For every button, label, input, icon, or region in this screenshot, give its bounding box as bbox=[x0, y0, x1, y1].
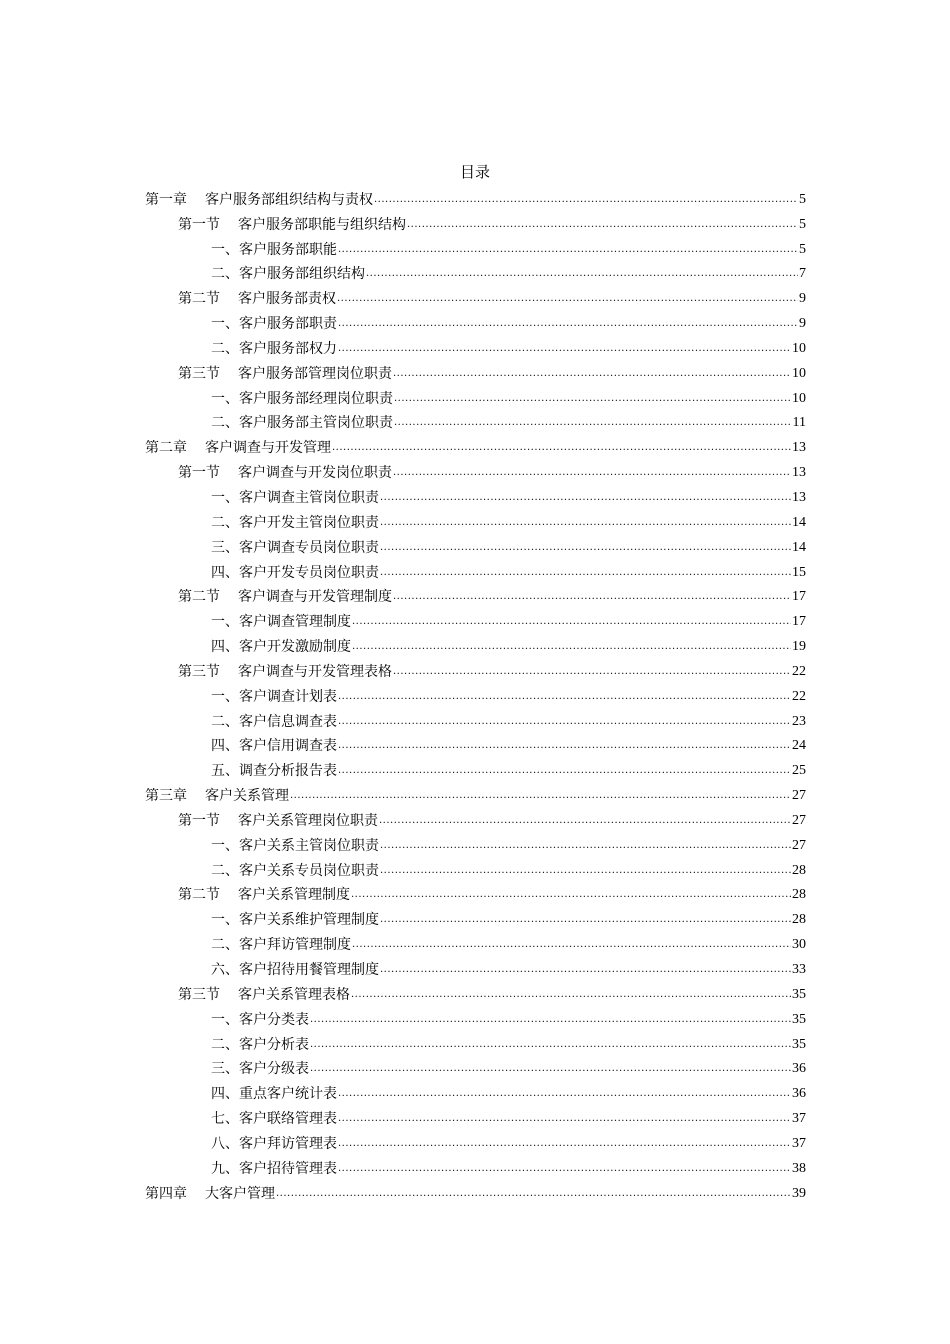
toc-page-number: 37 bbox=[792, 1135, 806, 1151]
toc-entry-number: 三、 bbox=[211, 1061, 239, 1078]
toc-entry-text: 客户拜访管理制度 bbox=[239, 937, 351, 954]
toc-entry-number: 第一节 bbox=[178, 465, 220, 482]
toc-entry[interactable] bbox=[145, 259, 806, 284]
toc-entry-text: 客户服务部职能与组织结构 bbox=[238, 216, 406, 233]
toc-entry[interactable] bbox=[145, 706, 806, 731]
toc-entry-number: 二、 bbox=[211, 514, 239, 531]
toc-entry-label bbox=[211, 414, 393, 432]
toc-entry-label bbox=[145, 787, 289, 805]
toc-entry-label bbox=[178, 290, 336, 308]
toc-entry-label bbox=[211, 241, 337, 259]
toc-dot-leader bbox=[380, 964, 791, 976]
toc-entry-number: 第一章 bbox=[145, 191, 187, 208]
toc-entry-number: 四、 bbox=[211, 738, 239, 755]
toc-entry[interactable] bbox=[145, 532, 806, 557]
toc-page-number: 17 bbox=[792, 589, 806, 605]
toc-entry-text: 客户服务部主管岗位职责 bbox=[239, 415, 393, 432]
toc-dot-leader bbox=[393, 591, 791, 603]
toc-page-number: 30 bbox=[792, 937, 806, 953]
toc-entry-label bbox=[178, 588, 392, 606]
toc-entry[interactable] bbox=[145, 731, 806, 756]
toc-entry[interactable] bbox=[145, 1103, 806, 1128]
toc-entry-label bbox=[211, 713, 337, 731]
toc-page-number: 23 bbox=[792, 713, 806, 729]
toc-dot-leader bbox=[276, 1188, 791, 1200]
toc-entry-label bbox=[211, 911, 379, 929]
toc-page-number: 5 bbox=[799, 191, 806, 207]
table-of-contents bbox=[145, 184, 806, 1203]
toc-entry[interactable] bbox=[145, 432, 806, 457]
toc-entry-label bbox=[178, 886, 350, 904]
toc-entry-text: 客户分级表 bbox=[239, 1061, 309, 1078]
toc-entry-text: 客户调查与开发岗位职责 bbox=[238, 465, 392, 482]
toc-entry-label bbox=[211, 514, 379, 532]
toc-entry-text: 客户服务部管理岗位职责 bbox=[238, 365, 392, 382]
toc-page-number: 37 bbox=[792, 1111, 806, 1127]
toc-dot-leader bbox=[380, 492, 791, 504]
toc-entry-label bbox=[211, 837, 379, 855]
toc-entry-text: 客户关系管理表格 bbox=[238, 986, 350, 1003]
toc-entry-number: 九、 bbox=[211, 1160, 239, 1177]
toc-page-number: 35 bbox=[792, 986, 806, 1002]
toc-entry-label bbox=[211, 936, 351, 954]
toc-entry[interactable] bbox=[145, 507, 806, 532]
toc-entry-label bbox=[211, 315, 337, 333]
toc-entry[interactable] bbox=[145, 954, 806, 979]
toc-entry-number: 一、 bbox=[211, 912, 239, 929]
toc-dot-leader bbox=[310, 1039, 791, 1051]
toc-entry-number: 八、 bbox=[211, 1135, 239, 1152]
toc-entry[interactable] bbox=[145, 1078, 806, 1103]
toc-page-number: 13 bbox=[792, 489, 806, 505]
toc-entry-label bbox=[211, 737, 337, 755]
toc-entry-label bbox=[178, 663, 392, 681]
toc-entry[interactable] bbox=[145, 557, 806, 582]
toc-dot-leader bbox=[338, 1138, 791, 1150]
toc-dot-leader bbox=[351, 989, 791, 1001]
toc-entry[interactable] bbox=[145, 1153, 806, 1178]
toc-entry-label bbox=[145, 1185, 275, 1203]
toc-entry-number: 一、 bbox=[211, 837, 239, 854]
toc-entry[interactable] bbox=[145, 880, 806, 905]
toc-entry-label bbox=[178, 464, 392, 482]
toc-entry-number: 五、 bbox=[211, 763, 239, 780]
toc-entry-label bbox=[211, 613, 351, 631]
toc-entry[interactable] bbox=[145, 606, 806, 631]
toc-entry[interactable] bbox=[145, 855, 806, 880]
toc-entry[interactable] bbox=[145, 1178, 806, 1203]
toc-entry-number: 第一节 bbox=[178, 216, 220, 233]
toc-entry-number: 三、 bbox=[211, 539, 239, 556]
toc-page-number: 38 bbox=[792, 1160, 806, 1176]
toc-page-number: 22 bbox=[792, 663, 806, 679]
toc-dot-leader bbox=[393, 666, 791, 678]
toc-page-number: 33 bbox=[792, 962, 806, 977]
toc-page-number: 11 bbox=[792, 415, 806, 431]
toc-page-number: 27 bbox=[792, 788, 806, 804]
toc-entry[interactable] bbox=[145, 681, 806, 706]
toc-entry-number: 二、 bbox=[211, 1036, 239, 1053]
toc-entry[interactable] bbox=[145, 184, 806, 209]
toc-page-number: 9 bbox=[799, 316, 806, 332]
toc-entry[interactable] bbox=[145, 457, 806, 482]
toc-entry-label bbox=[211, 688, 337, 706]
toc-page-number: 19 bbox=[792, 639, 806, 655]
toc-entry-text: 客户关系管理制度 bbox=[238, 887, 350, 904]
toc-entry-number: 第二节 bbox=[178, 589, 220, 606]
toc-dot-leader bbox=[374, 194, 798, 206]
toc-page-number: 28 bbox=[792, 887, 806, 903]
toc-entry-label bbox=[211, 1110, 337, 1128]
toc-page-number: 24 bbox=[792, 738, 806, 754]
toc-entry-text: 客户调查与开发管理表格 bbox=[238, 663, 392, 680]
toc-page-number: 36 bbox=[792, 1086, 806, 1102]
toc-entry-label bbox=[211, 1036, 309, 1054]
toc-entry[interactable] bbox=[145, 780, 806, 805]
toc-entry-label bbox=[211, 762, 337, 780]
toc-entry-number: 二、 bbox=[211, 862, 239, 879]
toc-dot-leader bbox=[338, 318, 798, 330]
toc-page-number: 39 bbox=[792, 1185, 806, 1201]
toc-entry-text: 客户分类表 bbox=[239, 1011, 309, 1028]
toc-entry-label bbox=[211, 564, 379, 582]
toc-entry[interactable] bbox=[145, 383, 806, 408]
toc-entry[interactable] bbox=[145, 904, 806, 929]
toc-entry-number: 二、 bbox=[211, 937, 239, 954]
toc-entry[interactable] bbox=[145, 805, 806, 830]
toc-entry-number: 四、 bbox=[211, 564, 239, 581]
toc-page-number: 35 bbox=[792, 1011, 806, 1027]
toc-entry-number: 二、 bbox=[211, 415, 239, 432]
toc-entry-text: 客户调查与开发管理制度 bbox=[238, 589, 392, 606]
toc-entry[interactable] bbox=[145, 979, 806, 1004]
toc-dot-leader bbox=[380, 517, 791, 529]
toc-entry-number: 一、 bbox=[211, 489, 239, 506]
toc-dot-leader bbox=[380, 840, 791, 852]
toc-entry-label bbox=[211, 862, 379, 880]
toc-entry-text: 客户调查专员岗位职责 bbox=[239, 539, 379, 556]
toc-page-number: 28 bbox=[792, 862, 806, 878]
toc-entry-number: 一、 bbox=[211, 390, 239, 407]
toc-entry-number: 四、 bbox=[211, 639, 239, 656]
toc-entry-label bbox=[145, 439, 331, 457]
toc-entry[interactable] bbox=[145, 1004, 806, 1029]
toc-entry-text: 重点客户统计表 bbox=[239, 1086, 337, 1103]
toc-entry[interactable] bbox=[145, 631, 806, 656]
toc-entry-text: 客户关系管理 bbox=[205, 788, 289, 805]
toc-dot-leader bbox=[338, 343, 791, 355]
toc-page-number: 5 bbox=[799, 216, 806, 232]
toc-entry-label bbox=[211, 1135, 337, 1153]
toc-entry[interactable] bbox=[145, 1128, 806, 1153]
toc-entry[interactable] bbox=[145, 830, 806, 855]
toc-entry-text: 客户分析表 bbox=[239, 1036, 309, 1053]
toc-entry-text: 客户联络管理表 bbox=[239, 1111, 337, 1128]
toc-page-number: 10 bbox=[792, 365, 806, 381]
toc-entry-number: 一、 bbox=[211, 1011, 239, 1028]
toc-dot-leader bbox=[352, 616, 791, 628]
toc-entry-text: 客户服务部职责 bbox=[239, 316, 337, 333]
toc-page-number: 17 bbox=[792, 614, 806, 630]
toc-entry[interactable] bbox=[145, 308, 806, 333]
toc-entry[interactable] bbox=[145, 209, 806, 234]
toc-entry-text: 客户招待用餐管理制度 bbox=[239, 962, 379, 978]
toc-entry-label bbox=[211, 1060, 309, 1078]
toc-entry-number: 第二章 bbox=[145, 440, 187, 457]
toc-entry-text: 客户服务部权力 bbox=[239, 340, 337, 357]
toc-entry-number: 一、 bbox=[211, 241, 239, 258]
toc-dot-leader bbox=[310, 1063, 791, 1075]
toc-entry-text: 客户调查主管岗位职责 bbox=[239, 489, 379, 506]
toc-entry-label bbox=[178, 216, 406, 234]
toc-page-number: 36 bbox=[792, 1061, 806, 1077]
toc-entry[interactable] bbox=[145, 234, 806, 259]
toc-entry-label bbox=[211, 1085, 337, 1103]
toc-entry-number: 一、 bbox=[211, 614, 239, 631]
toc-entry-text: 客户信用调查表 bbox=[239, 738, 337, 755]
toc-dot-leader bbox=[380, 542, 791, 554]
toc-entry-text: 客户服务部职能 bbox=[239, 241, 337, 258]
toc-dot-leader bbox=[366, 268, 798, 280]
toc-dot-leader bbox=[352, 641, 791, 653]
toc-entry-number: 第一节 bbox=[178, 812, 220, 829]
toc-entry-number: 第三节 bbox=[178, 663, 220, 680]
toc-entry-number: 二、 bbox=[211, 713, 239, 730]
toc-dot-leader bbox=[352, 939, 791, 951]
toc-entry[interactable] bbox=[145, 333, 806, 358]
toc-entry[interactable] bbox=[145, 358, 806, 383]
toc-page-number: 15 bbox=[792, 564, 806, 580]
toc-entry[interactable] bbox=[145, 283, 806, 308]
toc-dot-leader bbox=[338, 765, 791, 777]
toc-page-number: 7 bbox=[799, 266, 806, 282]
toc-dot-leader bbox=[310, 1014, 791, 1026]
toc-dot-leader bbox=[338, 1113, 791, 1125]
toc-entry-number: 四、 bbox=[211, 1086, 239, 1103]
toc-page-number: 14 bbox=[792, 539, 806, 555]
toc-dot-leader bbox=[337, 293, 798, 305]
toc-dot-leader bbox=[338, 1088, 791, 1100]
toc-page-number: 28 bbox=[792, 912, 806, 928]
toc-entry-number: 六、 bbox=[211, 962, 239, 978]
toc-dot-leader bbox=[379, 815, 791, 827]
toc-entry-text: 客户服务部组织结构与责权 bbox=[205, 191, 373, 208]
toc-entry-text: 客户调查计划表 bbox=[239, 688, 337, 705]
toc-page-number: 14 bbox=[792, 514, 806, 530]
toc-title: 目录 bbox=[459, 163, 490, 181]
toc-entry-text: 客户调查与开发管理 bbox=[205, 440, 331, 457]
toc-entry-text: 客户关系专员岗位职责 bbox=[239, 862, 379, 879]
toc-entry-text: 客户服务部经理岗位职责 bbox=[239, 390, 393, 407]
toc-entry[interactable] bbox=[145, 582, 806, 607]
toc-entry-text: 客户服务部组织结构 bbox=[239, 266, 365, 283]
toc-dot-leader bbox=[290, 790, 791, 802]
toc-entry-number: 第三章 bbox=[145, 788, 187, 805]
toc-dot-leader bbox=[338, 716, 791, 728]
toc-entry-number: 七、 bbox=[211, 1111, 239, 1128]
toc-page-number: 27 bbox=[792, 837, 806, 853]
toc-entry-label bbox=[211, 638, 351, 656]
toc-entry-number: 第三节 bbox=[178, 986, 220, 1003]
toc-entry[interactable] bbox=[145, 482, 806, 507]
toc-page-number: 5 bbox=[799, 241, 806, 257]
toc-entry-label bbox=[211, 961, 379, 979]
toc-entry[interactable] bbox=[145, 656, 806, 681]
toc-dot-leader bbox=[380, 567, 791, 579]
toc-entry-number: 二、 bbox=[211, 340, 239, 357]
toc-entry-text: 客户关系管理岗位职责 bbox=[238, 812, 378, 829]
toc-entry[interactable] bbox=[145, 1054, 806, 1079]
toc-page-number: 10 bbox=[792, 340, 806, 356]
toc-page-number: 9 bbox=[799, 291, 806, 307]
toc-entry-number: 第三节 bbox=[178, 365, 220, 382]
toc-entry-label bbox=[178, 986, 350, 1004]
toc-entry[interactable] bbox=[145, 408, 806, 433]
toc-entry-text: 客户服务部责权 bbox=[238, 291, 336, 308]
toc-entry[interactable] bbox=[145, 929, 806, 954]
toc-entry-label bbox=[211, 489, 379, 507]
toc-dot-leader bbox=[380, 914, 791, 926]
toc-page-number: 22 bbox=[792, 688, 806, 704]
toc-entry-number: 一、 bbox=[211, 688, 239, 705]
toc-entry-number: 二、 bbox=[211, 266, 239, 283]
toc-dot-leader bbox=[338, 691, 791, 703]
toc-dot-leader bbox=[393, 368, 791, 380]
toc-entry-label bbox=[178, 365, 392, 383]
toc-entry-text: 调查分析报告表 bbox=[239, 763, 337, 780]
toc-page-number: 35 bbox=[792, 1036, 806, 1052]
toc-entry-label bbox=[211, 390, 393, 408]
toc-entry-text: 客户开发专员岗位职责 bbox=[239, 564, 379, 581]
toc-entry-text: 客户关系主管岗位职责 bbox=[239, 837, 379, 854]
toc-dot-leader bbox=[332, 442, 791, 454]
toc-entry-text: 客户信息调查表 bbox=[239, 713, 337, 730]
toc-dot-leader bbox=[351, 889, 791, 901]
toc-entry-label bbox=[211, 265, 365, 283]
toc-entry-text: 客户调查管理制度 bbox=[239, 614, 351, 631]
toc-entry-text: 客户开发激励制度 bbox=[239, 639, 351, 656]
toc-entry-text: 客户招待管理表 bbox=[239, 1160, 337, 1177]
toc-page-number: 13 bbox=[792, 465, 806, 481]
toc-dot-leader bbox=[338, 1163, 791, 1175]
toc-entry-label bbox=[178, 812, 378, 830]
toc-entry-label bbox=[211, 1011, 309, 1029]
toc-dot-leader bbox=[338, 740, 791, 752]
toc-entry[interactable] bbox=[145, 755, 806, 780]
toc-page-number: 13 bbox=[792, 440, 806, 456]
toc-dot-leader bbox=[393, 467, 791, 479]
toc-entry-number: 第二节 bbox=[178, 291, 220, 308]
toc-page-number: 25 bbox=[792, 763, 806, 779]
toc-entry-text: 大客户管理 bbox=[205, 1185, 275, 1202]
toc-entry-label bbox=[211, 340, 337, 358]
toc-dot-leader bbox=[338, 244, 798, 256]
toc-entry-text: 客户开发主管岗位职责 bbox=[239, 514, 379, 531]
toc-entry-text: 客户关系维护管理制度 bbox=[239, 912, 379, 929]
toc-page-number: 10 bbox=[792, 390, 806, 406]
toc-entry-text: 客户拜访管理表 bbox=[239, 1135, 337, 1152]
toc-dot-leader bbox=[407, 219, 798, 231]
toc-dot-leader bbox=[394, 417, 792, 429]
toc-entry[interactable] bbox=[145, 1029, 806, 1054]
toc-entry-label bbox=[211, 539, 379, 557]
toc-dot-leader bbox=[394, 393, 791, 405]
toc-entry-label bbox=[211, 1160, 337, 1178]
toc-entry-number: 一、 bbox=[211, 316, 239, 333]
toc-entry-number: 第二节 bbox=[178, 887, 220, 904]
toc-entry-number: 第四章 bbox=[145, 1185, 187, 1202]
toc-page-number: 27 bbox=[792, 812, 806, 828]
toc-entry-label bbox=[145, 191, 373, 209]
toc-dot-leader bbox=[380, 865, 791, 877]
